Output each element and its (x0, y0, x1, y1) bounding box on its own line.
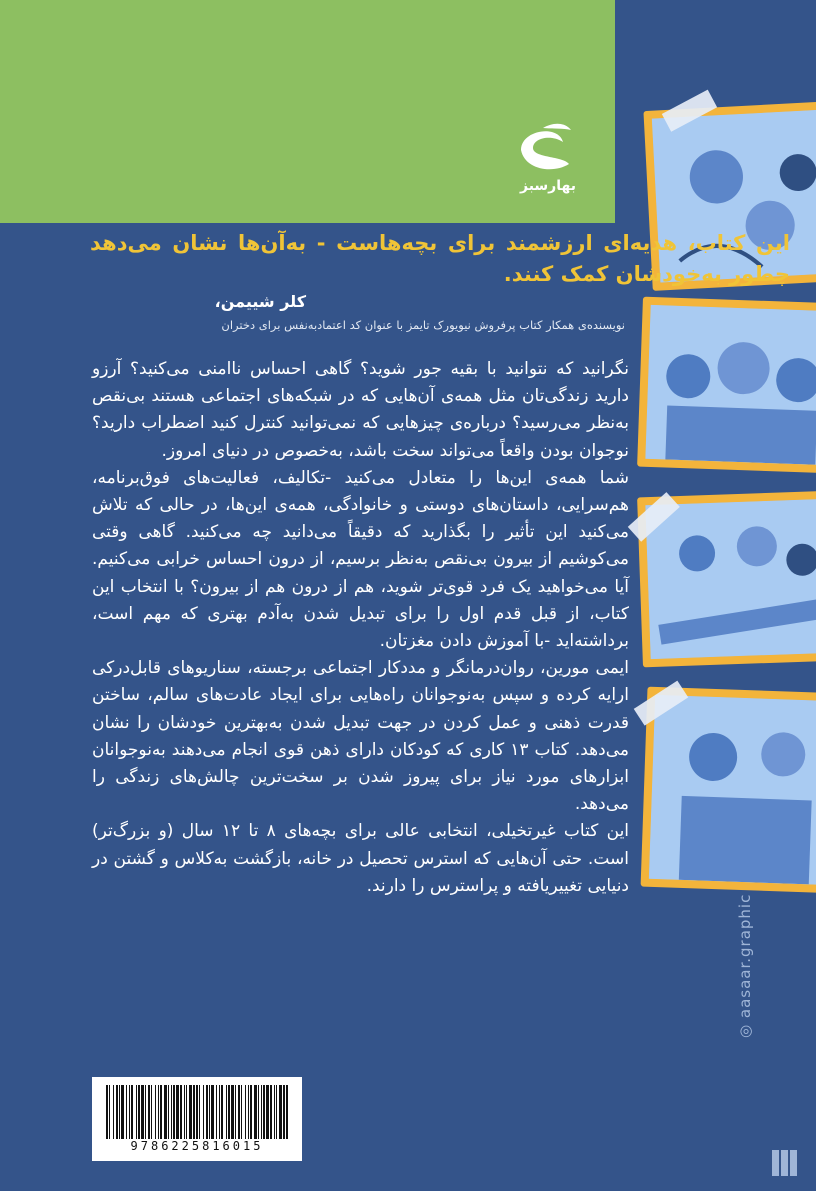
book-description (92, 356, 629, 900)
instagram-icon: ◎ (736, 1023, 754, 1038)
description-paragraph-1: نگرانید که نتوانید با بقیه جور شوید؟ گاهی احساس ناامنی می‌کنید؟ آرزو دارید زندگی‌تان مثل همه‌ی آن‌هایی که در شبکه‌های اجتماعی هستند بی‌نقص به‌نظر می‌رسید؟ درباره‌ی چیزهایی که نمی‌توانید کنترل کنید اضطراب دارید؟ نوجوان بودن واقعاً می‌تواند سخت باشد، به‌خصوص در دنیای امروز. (92, 359, 629, 461)
green-header-panel (0, 0, 615, 223)
illustration-frame-2 (637, 297, 816, 474)
quote-author-description: نویسنده‌ی همکار کتاب پرفروش نیویورک تایمز با عنوان کد اعتمادبه‌نفس برای دختران (221, 318, 625, 332)
quote-author-name: کلر شییمن، (214, 292, 306, 311)
publisher-logo-icon (513, 120, 583, 180)
publisher-logo-text: بهارسبز (519, 178, 576, 194)
kids-illustration-3 (645, 499, 816, 659)
isbn-number: 9786225816015 (130, 1139, 264, 1153)
designer-logo-icon (770, 1148, 800, 1178)
kids-illustration-4 (649, 695, 816, 885)
publisher-logo (513, 120, 593, 206)
praise-quote: این کتاب، هدیه‌ای ارزشمند برای بچه‌هاست - به‌آن‌ها نشان می‌دهد چطور به‌خودشان کمک کنند. (90, 231, 790, 286)
illustration-frame-4 (641, 687, 816, 894)
description-paragraph-2: شما همه‌ی این‌ها را متعادل می‌کنید -تکالیف، فعالیت‌های فوق‌برنامه، هم‌سرایی، داستان‌های دوستی و خانوادگی، همه‌ی این‌ها، در حالی که تلاش می‌کنید این تأثیر را بگذارید که دقیقاً می‌دانید چه می‌کنید. گاهی وقتی می‌کوشیم از بیرون بی‌نقص به‌نظر برسیم، از درون احساس خرابی می‌کنیم. آیا می‌خواهید یک فرد قوی‌تر شوید، هم از درون هم از بیرون؟ با انتخاب این کتاب، از قبل قدم اول را برای تبدیل شدن به‌آدم بهتری که مهم است، برداشته‌اید -با آموزش دادن مغزتان. (92, 467, 629, 652)
isbn-barcode (92, 1077, 302, 1161)
illustration-frame-3 (637, 491, 816, 668)
barcode-icon (104, 1085, 290, 1139)
kids-illustration-2 (645, 305, 816, 465)
designer-credit-text: aasaar.graphic (736, 893, 754, 1019)
description-paragraph-3: ایمی مورین، روان‌درمانگر و مددکار اجتماعی برجسته، سناریوهای قابل‌درکی ارایه کرده و سپس به‌نوجوانان راه‌هایی برای ایجاد عادت‌های سالم، ساختن قدرت ذهنی و عمل کردن در جهت تبدیل شدن به‌بهترین خودشان را نشان می‌دهد. کتاب ۱۳ کاری که کودکان دارای ذهن قوی انجام می‌دهند به‌نوجوانان ابزارهای مورد نیاز برای پیروز شدن بر سخت‌ترین چالش‌های زندگی را می‌دهد. (92, 658, 629, 815)
designer-credit (736, 894, 754, 1038)
description-paragraph-4: این کتاب غیرتخیلی، انتخابی عالی برای بچه‌های ۸ تا ۱۲ سال (و بزرگ‌تر) است. حتی آن‌هایی که استرس تحصیل در خانه، بازگشت به‌کلاس و گشتن در دنیایی تغییریافته و پراسترس را دارند. (92, 821, 630, 896)
